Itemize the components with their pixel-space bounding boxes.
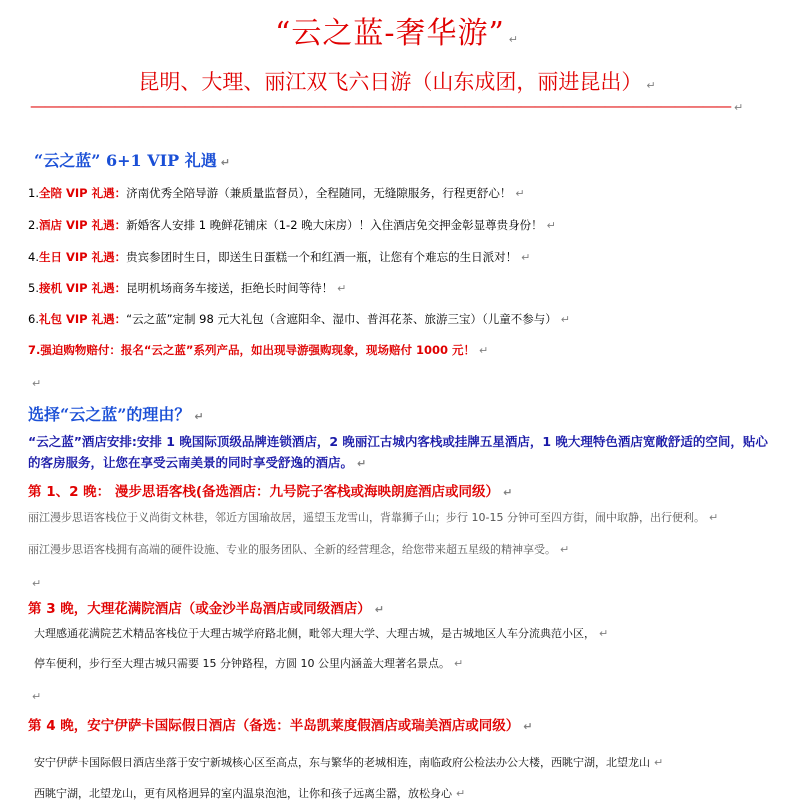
- hotel-description: 西眺宁湖，北望龙山，更有风格迥异的室内温泉泡池，让你和孩子远离尘嚣，放松身心 ↵: [34, 787, 466, 800]
- hotel-description: 丽江漫步思语客栈拥有高端的硬件设施、专业的服务团队、全新的经营理念，给您带来超五星级的精神享受。 ↵: [28, 543, 570, 556]
- document-title: “云之蓝-奢华游” ↵: [274, 16, 520, 51]
- vip-item: 7.强迫购物赔付：报名“云之蓝”系列产品，如出现导游强购现象，现场赔付 1000 元！ ↵: [28, 343, 489, 357]
- hotel-heading: 第 4 晚，安宁伊萨卡国际假日酒店（备选：半岛凯莱度假酒店或瑞美酒店或同级） ↵: [28, 718, 533, 734]
- hotel-heading: 第 1、2 晚： 漫步思语客栈(备选酒店：九号院子客栈或海映朗庭酒店或同级） ↵: [28, 484, 513, 500]
- divider-line: —————————————————————————————————————————————————— ↵: [30, 96, 742, 115]
- hotel-description: 丽江漫步思语客栈位于义尚街文林巷，邻近方国瑜故居，遥望玉龙雪山，背靠狮子山；步行 10-15 分钟可至四方街，闹中取静，出行便利。 ↵: [28, 511, 719, 524]
- empty-paragraph: ↵: [32, 577, 42, 590]
- empty-paragraph: ↵: [32, 690, 42, 703]
- vip-item: 1.全陪 VIP 礼遇：济南优秀全陪导游（兼质量监督员），全程随同，无缝隙服务，行程更舒心！ ↵: [28, 186, 525, 200]
- hotel-description: 安宁伊萨卡国际假日酒店坐落于安宁新城核心区至高点，东与繁华的老城相连，南临政府公检法办公大楼，西眺宁湖，北望龙山 ↵: [34, 756, 664, 769]
- document-subtitle: 昆明、大理、丽江双飞六日游（山东成团，丽进昆出） ↵: [138, 70, 656, 94]
- empty-paragraph: ↵: [32, 377, 42, 390]
- vip-item: 2.酒店 VIP 礼遇：新婚客人安排 1 晚鲜花铺床（1-2 晚大床房）！入住酒店免交押金彰显尊贵身份！ ↵: [28, 218, 556, 232]
- reasons-heading: 选择“云之蓝”的理由？ ↵: [28, 405, 204, 424]
- reasons-intro: “云之蓝”酒店安排:安排 1 晚国际顶级品牌连锁酒店，2 晚丽江古城内客栈或挂牌五星酒店，1 晚大理特色酒店宽敞舒适的空间，贴心的客房服务，让您在享受云南美景的同时享受舒逸的酒店。 ↵: [28, 434, 768, 470]
- vip-item: 5.接机 VIP 礼遇：昆明机场商务车接送，拒绝长时间等待！ ↵: [28, 281, 347, 295]
- vip-item: 6.礼包 VIP 礼遇：“云之蓝”定制 98 元大礼包（含遮阳伞、湿巾、普洱花茶、旅游三宝）（儿童不参与） ↵: [28, 312, 570, 326]
- hotel-heading: 第 3 晚，大理花满院酒店（或金沙半岛酒店或同级酒店） ↵: [28, 601, 385, 617]
- vip-item: 4.生日 VIP 礼遇：贵宾参团时生日，即送生日蛋糕一个和红酒一瓶，让您有个难忘的生日派对！ ↵: [28, 250, 531, 264]
- hotel-description: 停车便利，步行至大理古城只需要 15 分钟路程，方圆 10 公里内涵盖大理著名景点。 ↵: [34, 657, 464, 670]
- vip-heading: “云之蓝” 6+1 VIP 礼遇 ↵: [34, 151, 230, 170]
- hotel-description: 大理感通花满院艺术精品客栈位于大理古城学府路北侧，毗邻大理大学、大理古城，是古城地区人车分流典范小区， ↵: [34, 627, 609, 640]
